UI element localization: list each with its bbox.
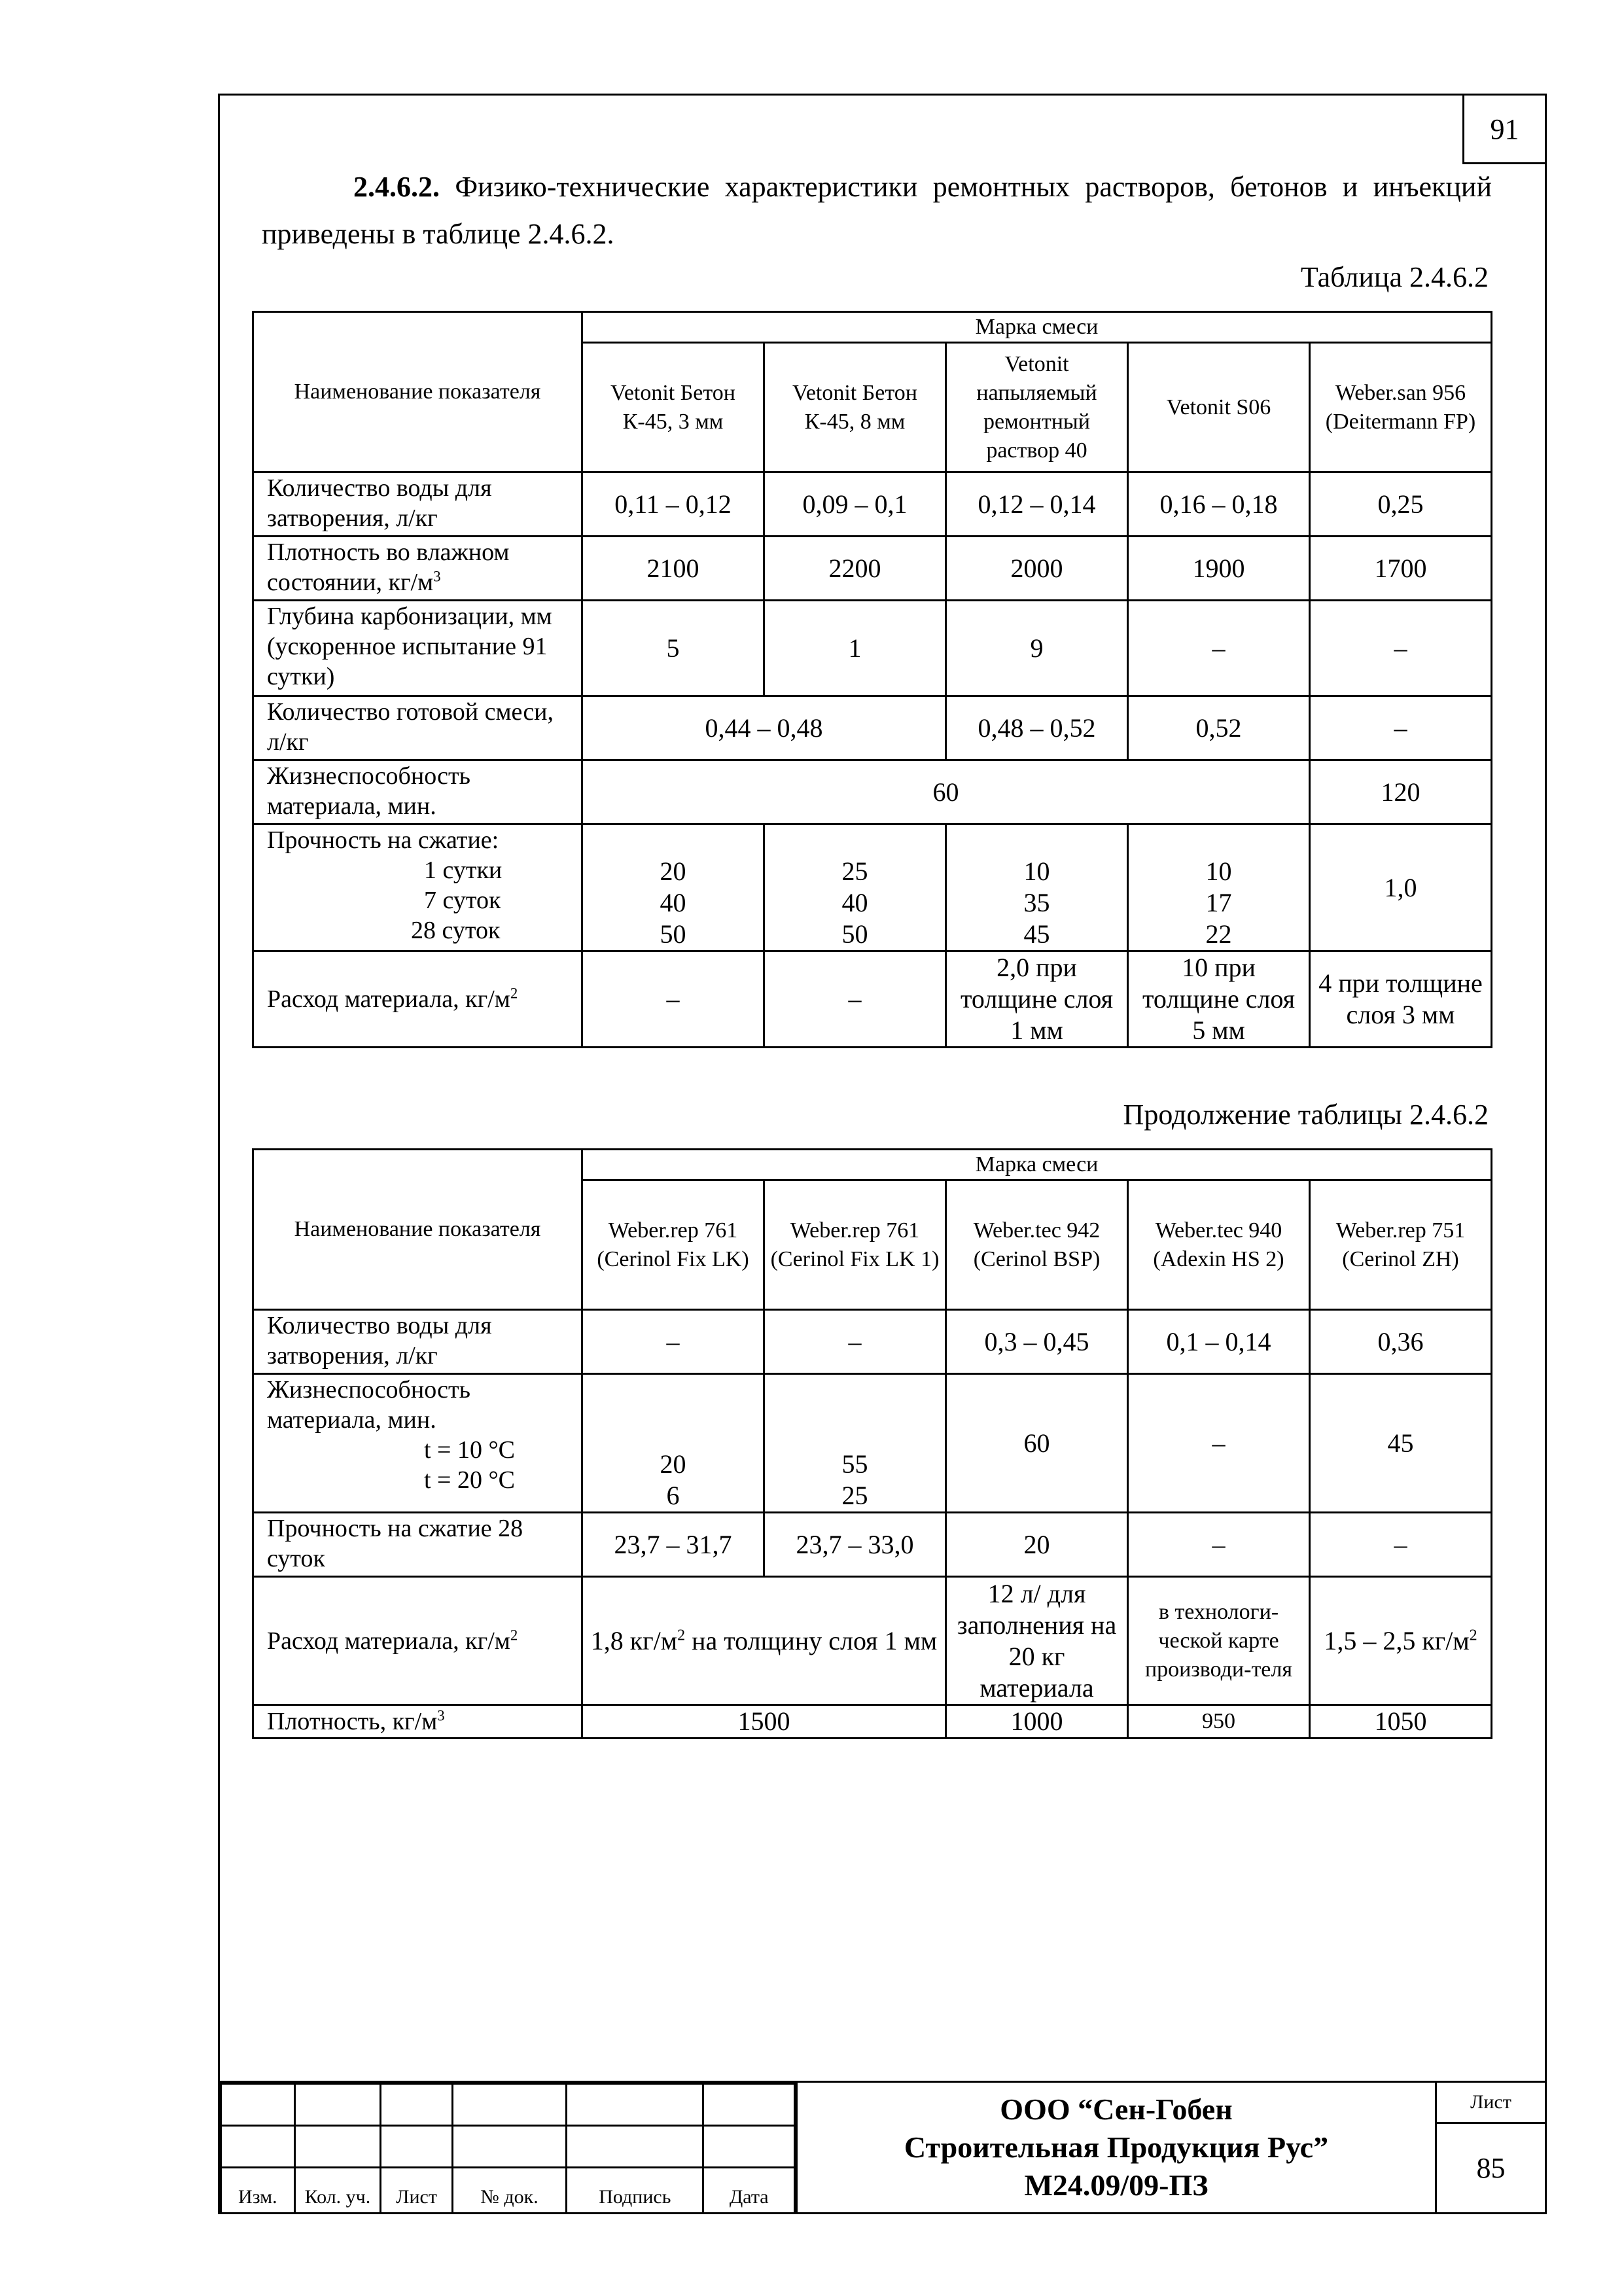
cell: 0,12 – 0,14 [946,472,1128,537]
cell: 0,3 – 0,45 [946,1310,1128,1374]
cell: 10 17 22 [1128,824,1310,951]
cell: 0,16 – 0,18 [1128,472,1310,537]
cell: 9 [946,601,1128,696]
intro-paragraph [262,164,1492,258]
cell: 45 [1310,1374,1492,1513]
column-header: Vetonit напыляемый ремонтный раствор 40 [946,343,1128,472]
intro-text: Физико-технические характеристики ремонтных растворов, бетонов и инъекций приведены в таблице 2.4.6.2. [262,171,1492,250]
cell: – [1310,696,1492,760]
cell: – [1128,1513,1310,1577]
row-name: Прочность на сжатие 28 суток [253,1513,582,1577]
row-name: Количество готовой смеси, л/кг [253,696,582,760]
cell: 0,25 [1310,472,1492,537]
row-name: Количество воды для затворения, л/кг [253,472,582,537]
sheet-box [1437,2083,1545,2212]
group-header: Марка смеси [582,312,1492,343]
cell: 20 40 50 [582,824,764,951]
cell: 60 [946,1374,1128,1513]
cell: – [764,1310,946,1374]
company-line-2: Строительная Продукция Рус” [904,2130,1329,2164]
cell: 1900 [1128,537,1310,601]
cell: 0,52 [1128,696,1310,760]
column-header: Weber.tec 942 (Cerinol BSP) [946,1180,1128,1310]
cell: 10 35 45 [946,824,1128,951]
group-header: Марка смеси [582,1150,1492,1180]
column-header: Vetonit S06 [1128,343,1310,472]
cell: 23,7 – 33,0 [764,1513,946,1577]
column-header: Vetonit Бетон К-45, 3 мм [582,343,764,472]
cell: 0,44 – 0,48 [582,696,946,760]
cell: 20 [946,1513,1128,1577]
page-number: 91 [1462,94,1547,164]
table2 [252,1148,1492,1739]
cell: 1,8 $кг/м^2$ на толщину слоя 1 мм [582,1577,946,1705]
title-block [218,2081,1547,2214]
cell: 55 25 [764,1374,946,1513]
cell: – [1128,1374,1310,1513]
cell: 4 при толщине слоя 3 мм [1310,951,1492,1048]
stamp-label: № док. [452,2168,566,2214]
column-header: Weber.rep 761 (Cerinol Fix LK) [582,1180,764,1310]
cell: 1,5 – 2,5 $кг/м^2$ [1310,1577,1492,1705]
cell: 1,0 [1310,824,1492,951]
cell: 20 6 [582,1374,764,1513]
cell: 10 при толщине слоя 5 мм [1128,951,1310,1048]
cell: 5 [582,601,764,696]
row-name: Расход материала, $кг/м^2$ [253,1577,582,1705]
cell: 0,11 – 0,12 [582,472,764,537]
column-header: Weber.tec 940 (Adexin HS 2) [1128,1180,1310,1310]
row-name: Количество воды для затворения, л/кг [253,1310,582,1374]
cell: 2100 [582,537,764,601]
row-name: Прочность на сжатие: 1 сутки 7 суток 28 суток [253,824,582,951]
cell: 950 [1128,1705,1310,1739]
sheet-number: 85 [1476,2152,1506,2184]
name-header: Наименование показателя [253,1150,582,1310]
cell: 2000 [946,537,1128,601]
sheet-label: Лист [1437,2083,1545,2124]
row-name: Жизнеспособность материала, мин. [253,760,582,824]
title-block-grid [220,2083,796,2214]
cell: в технологи-ческой карте производи-теля [1128,1577,1310,1705]
stamp-label: Лист [381,2168,453,2214]
cell: 60 [582,760,1310,824]
table1-caption: Таблица 2.4.6.2 [1300,261,1489,293]
name-header: Наименование показателя [253,312,582,472]
table1 [252,311,1492,1048]
stamp-label: Кол. уч. [294,2168,381,2214]
cell: 1 [764,601,946,696]
cell: 1000 [946,1705,1128,1739]
cell: 1700 [1310,537,1492,601]
table2-caption: Продолжение таблицы 2.4.6.2 [1123,1099,1489,1131]
column-header: Weber.rep 761 (Cerinol Fix LK 1) [764,1180,946,1310]
row-name: Жизнеспособность материала, мин. t = 10 °С t = 20 °С [253,1374,582,1513]
cell: 0,1 – 0,14 [1128,1310,1310,1374]
cell: 25 40 50 [764,824,946,951]
cell: 2200 [764,537,946,601]
cell: 2,0 при толщине слоя 1 мм [946,951,1128,1048]
cell: – [582,951,764,1048]
stamp-label: Изм. [221,2168,295,2214]
column-header: Weber.rep 751 (Cerinol ZH) [1310,1180,1492,1310]
cell: – [764,951,946,1048]
row-name: Плотность во влажном состоянии, $кг/м^3$ [253,537,582,601]
cell: 23,7 – 31,7 [582,1513,764,1577]
cell: – [1310,601,1492,696]
cell: 0,48 – 0,52 [946,696,1128,760]
cell: – [1128,601,1310,696]
column-header: Vetonit Бетон К-45, 8 мм [764,343,946,472]
cell: 12 л/ для заполнения на 20 кг материала [946,1577,1128,1705]
stamp-label: Дата [703,2168,795,2214]
row-name: Плотность, $кг/м^3$ [253,1705,582,1739]
cell: 1500 [582,1705,946,1739]
cell: 0,36 [1310,1310,1492,1374]
company-line-1: ООО “Сен-Гобен [1000,2093,1233,2126]
stamp-label: Подпись [567,2168,703,2214]
row-name: Расход материала, $кг/м^2$ [253,951,582,1048]
cell: 1050 [1310,1705,1492,1739]
cell: – [1310,1513,1492,1577]
document-code: М24.09/09-ПЗ [1024,2168,1209,2202]
cell: 120 [1310,760,1492,824]
document-title [796,2083,1437,2212]
row-name: Глубина карбонизации, мм (ускоренное испытание 91 сутки) [253,601,582,696]
column-header: Weber.san 956 (Deitermann FP) [1310,343,1492,472]
section-number: 2.4.6.2. [353,171,440,203]
cell: 0,09 – 0,1 [764,472,946,537]
cell: – [582,1310,764,1374]
